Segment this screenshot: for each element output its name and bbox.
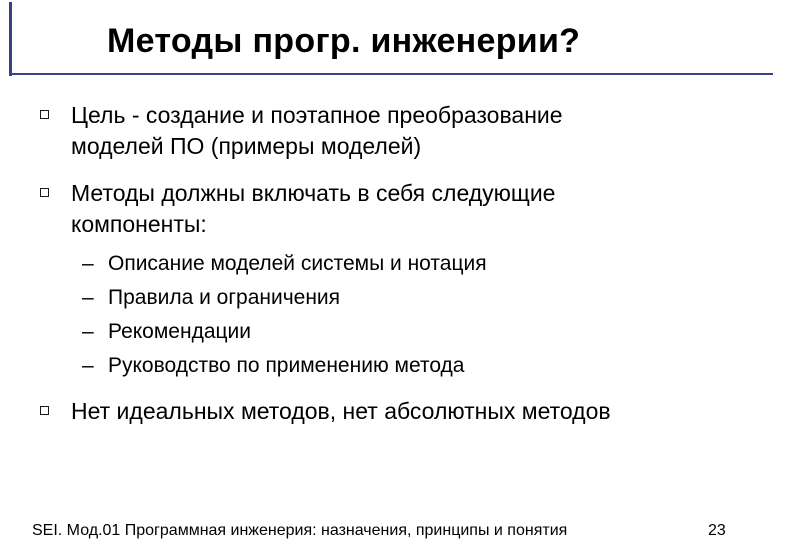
slide-title: Методы прогр. инженерии? xyxy=(107,22,581,60)
dash-marker: – xyxy=(82,354,94,377)
bullet-text-line: Нет идеальных методов, нет абсолютных методов xyxy=(71,398,611,424)
page-number: 23 xyxy=(708,522,726,539)
sub-list-item xyxy=(82,250,487,278)
title-underline-rule xyxy=(9,73,773,75)
sub-item-text: Руководство по применению метода xyxy=(108,354,465,377)
sub-item-text: Рекомендации xyxy=(108,320,252,343)
bullet-text-line: Цель - создание и поэтапное преобразование xyxy=(71,102,563,128)
bullet-text-line: компоненты: xyxy=(71,211,207,237)
sub-list-item xyxy=(82,284,340,312)
dash-marker: – xyxy=(82,286,94,309)
sub-list-item xyxy=(82,318,251,346)
sub-item-text: Описание моделей системы и нотация xyxy=(108,252,487,275)
left-accent-rule xyxy=(9,2,12,76)
bullet-item-no-ideal xyxy=(40,396,611,427)
dash-marker: – xyxy=(82,252,94,275)
square-bullet-icon xyxy=(40,110,49,119)
bullet-item-goal xyxy=(40,100,563,162)
dash-marker: – xyxy=(82,320,94,343)
sub-item-text: Правила и ограничения xyxy=(108,286,341,309)
bullet-text-line: моделей ПО (примеры моделей) xyxy=(71,133,422,159)
footer-caption: SEI. Мод.01 Программная инженерия: назначения, принципы и понятия xyxy=(32,522,568,539)
square-bullet-icon xyxy=(40,188,49,197)
sub-list-item xyxy=(82,352,464,380)
bullet-item-components xyxy=(40,178,555,240)
bullet-text-line: Методы должны включать в себя следующие xyxy=(71,180,556,206)
square-bullet-icon xyxy=(40,406,49,415)
